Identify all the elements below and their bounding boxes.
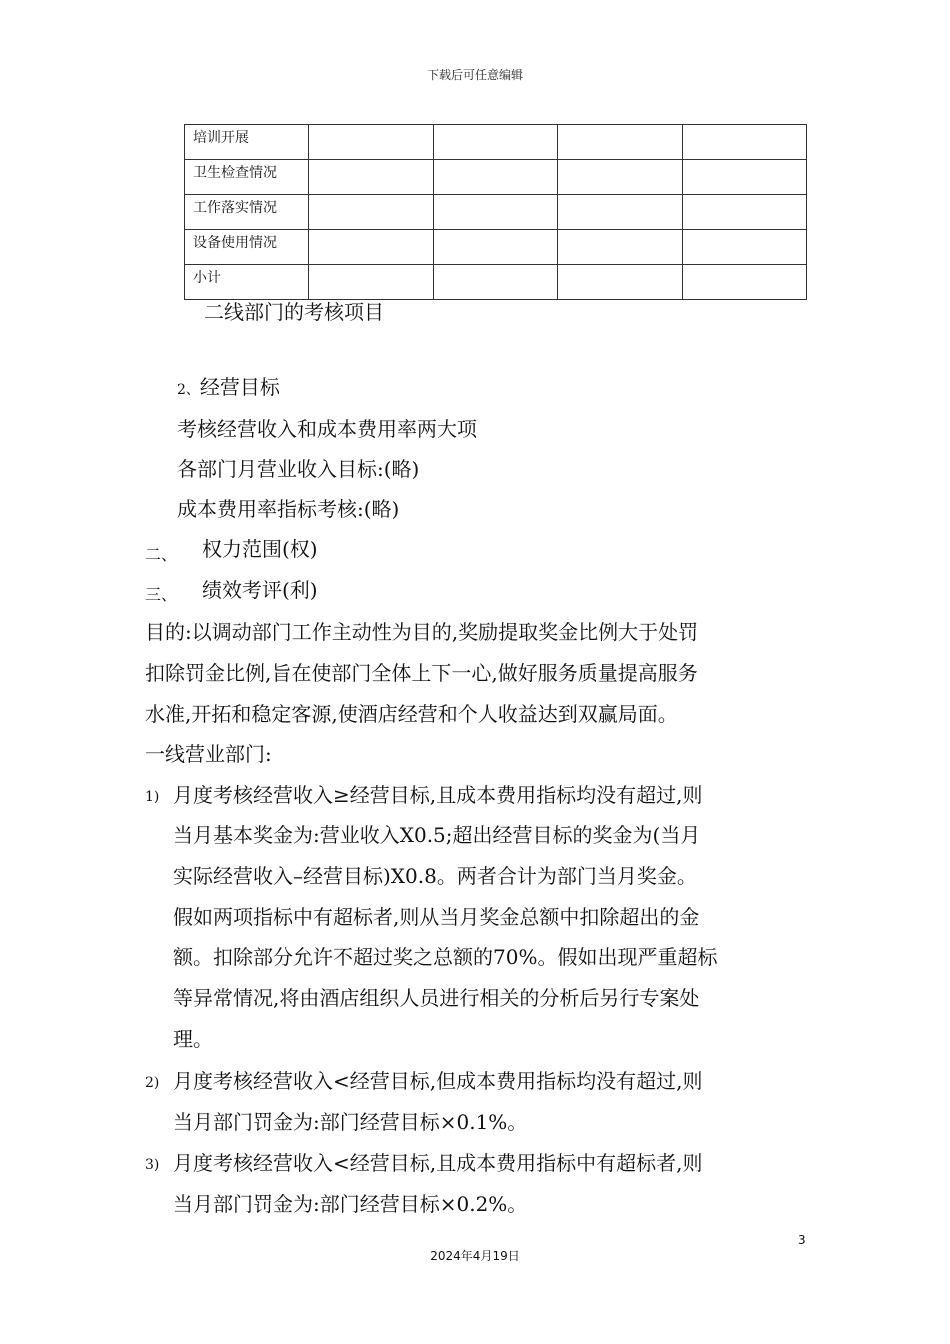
table-cell [558, 230, 682, 265]
section-2-title: 权力范围(权) [202, 537, 318, 561]
table-cell [558, 195, 682, 230]
item-1-line: 当月基本奖金为:营业收入X0.5;超出经营目标的奖金为(当月 [173, 823, 701, 847]
purpose-line-2: 扣除罚金比例,旨在使部门全体上下一心,做好服务质量提高服务 [145, 661, 698, 685]
table-cell [433, 160, 557, 195]
table-cell [433, 265, 557, 300]
table-cell [433, 195, 557, 230]
item-1-line: 等异常情况,将由酒店组织人员进行相关的分析后另行专案处 [173, 986, 700, 1010]
table-cell [682, 160, 806, 195]
frontline-heading: 一线营业部门: [145, 742, 272, 766]
table-cell [309, 125, 433, 160]
item-1-line: 月度考核经营收入≥经营目标,且成本费用指标均没有超过,则 [173, 783, 703, 807]
table-cell [558, 160, 682, 195]
section-2-number: 二、 [145, 545, 178, 564]
section-3-title: 绩效考评(利) [202, 578, 318, 602]
goal-heading [177, 373, 280, 404]
table-cell [433, 230, 557, 265]
item-2-number: 2) [145, 1075, 160, 1091]
section-3-number: 三、 [145, 585, 178, 604]
purpose-line-3: 水准,开拓和稳定客源,使酒店经营和个人收益达到双赢局面。 [145, 702, 678, 726]
table-cell [558, 125, 682, 160]
table-row [185, 230, 807, 265]
table-cell [309, 195, 433, 230]
goal-number: 2、 [177, 382, 200, 398]
second-line-title: 二线部门的考核项目 [204, 300, 384, 324]
row-label: 培训开展 [185, 125, 309, 160]
goal-paragraph-1: 考核经营收入和成本费用率两大项 [177, 417, 477, 441]
table-cell [682, 230, 806, 265]
item-1-line: 假如两项指标中有超标者,则从当月奖金总额中扣除超出的金 [173, 905, 700, 929]
purpose-line-1: 目的:以调动部门工作主动性为目的,奖励提取奖金比例大于处罚 [145, 620, 699, 644]
row-label: 小计 [185, 265, 309, 300]
item-1-line: 理。 [173, 1027, 213, 1051]
row-label: 设备使用情况 [185, 230, 309, 265]
item-2-line: 当月部门罚金为:部门经营目标×0.1%。 [173, 1110, 528, 1134]
item-3-line: 月度考核经营收入<经营目标,且成本费用指标中有超标者,则 [173, 1151, 703, 1175]
page-number: 3 [798, 1233, 806, 1247]
table-row [185, 265, 807, 300]
table-row [185, 195, 807, 230]
row-label: 卫生检查情况 [185, 160, 309, 195]
footer-date: 2024年4月19日 [430, 1249, 520, 1263]
table-cell [309, 265, 433, 300]
item-1-number: 1) [145, 789, 160, 805]
item-3-number: 3) [145, 1157, 160, 1173]
table-cell [309, 160, 433, 195]
page-header-note: 下载后可任意编辑 [426, 68, 523, 82]
table-cell [682, 265, 806, 300]
goal-paragraph-2: 各部门月营业收入目标:(略) [177, 457, 420, 481]
table-cell [309, 230, 433, 265]
row-label: 工作落实情况 [185, 195, 309, 230]
table-cell [682, 125, 806, 160]
item-2-line: 月度考核经营收入<经营目标,但成本费用指标均没有超过,则 [173, 1069, 703, 1093]
table-cell [433, 125, 557, 160]
table-cell [558, 265, 682, 300]
item-1-line: 额。扣除部分允许不超过奖之总额的70%。假如出现严重超标 [173, 945, 718, 969]
goal-paragraph-3: 成本费用率指标考核:(略) [177, 497, 400, 521]
table-row [185, 160, 807, 195]
table-cell [682, 195, 806, 230]
item-3-line: 当月部门罚金为:部门经营目标×0.2%。 [173, 1192, 528, 1216]
assessment-table [184, 124, 807, 300]
table-row [185, 125, 807, 160]
goal-title: 经营目标 [199, 375, 280, 399]
item-1-line: 实际经营收入–经营目标)X0.8。两者合计为部门当月奖金。 [173, 864, 697, 888]
